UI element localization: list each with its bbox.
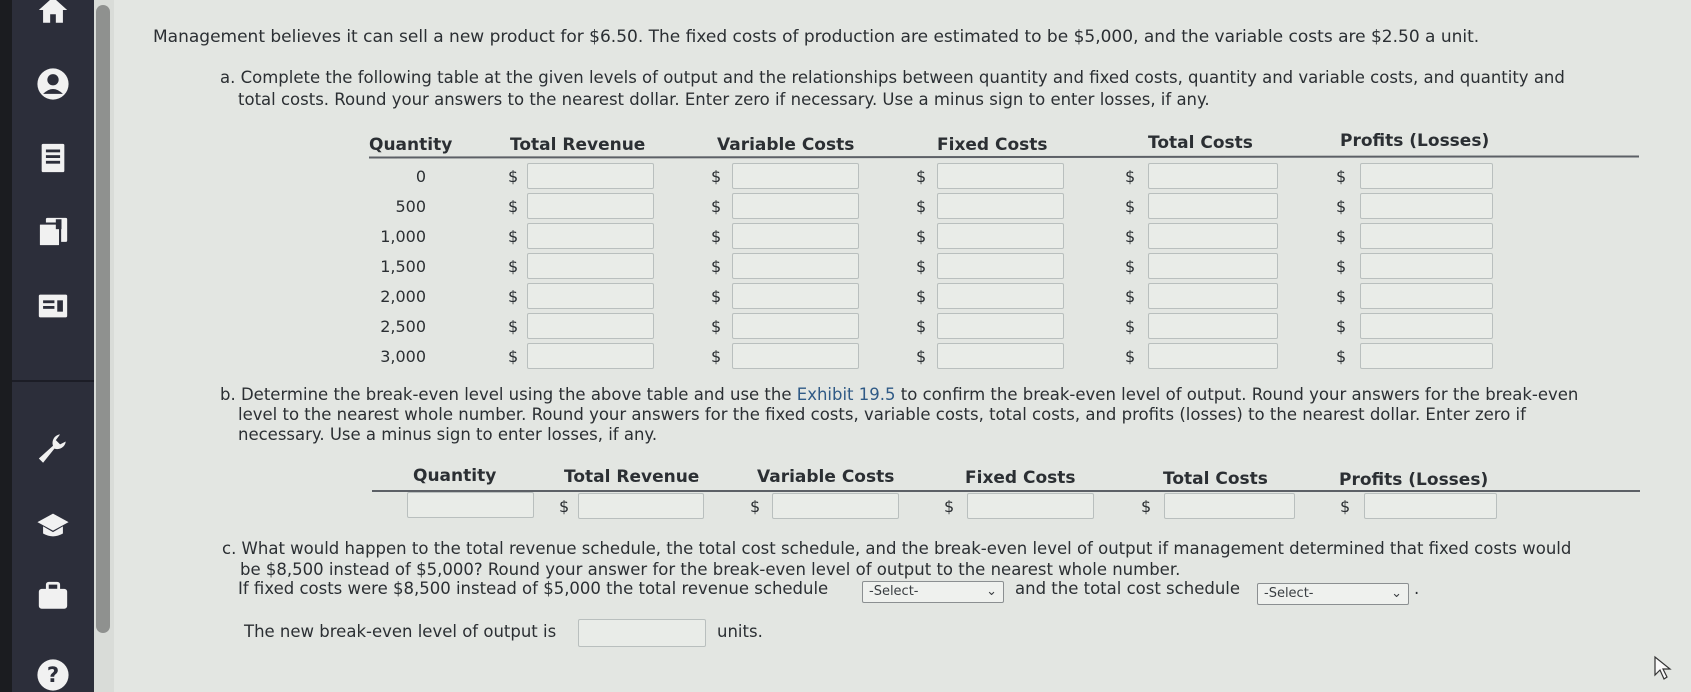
table-a-cell-input[interactable]	[527, 343, 654, 369]
table-a-cell-input[interactable]	[1360, 163, 1493, 189]
dollar-sign: $	[916, 317, 927, 336]
table-a-cell-input[interactable]	[732, 223, 859, 249]
table-b-quantity-input[interactable]	[407, 492, 534, 518]
table-a-cell-input[interactable]	[732, 253, 859, 279]
table-a-cell-input[interactable]	[1360, 223, 1493, 249]
part-c-sentence-end: .	[1414, 579, 1420, 598]
portfolio-icon[interactable]	[35, 578, 71, 614]
dollar-sign: $	[916, 197, 927, 216]
dollar-sign: $	[508, 317, 519, 336]
table-a-cell-input[interactable]	[1148, 343, 1278, 369]
dollar-sign: $	[1340, 497, 1351, 516]
dollar-sign: $	[508, 257, 519, 276]
dollar-sign: $	[1125, 287, 1136, 306]
problem-content	[114, 0, 1691, 692]
assignments-icon[interactable]	[35, 140, 71, 176]
quantity-value: 1,500	[380, 257, 426, 276]
mouse-cursor-icon	[1652, 655, 1674, 681]
table-a-cell-input[interactable]	[527, 313, 654, 339]
table-a-header: Total Costs	[1148, 133, 1253, 153]
tools-icon[interactable]	[35, 432, 71, 468]
gradebook-icon[interactable]	[35, 288, 71, 324]
quantity-value: 2,500	[380, 317, 426, 336]
table-a-header: Total Revenue	[510, 135, 646, 155]
sidebar	[12, 0, 94, 692]
chevron-down-icon: ⌄	[1391, 586, 1402, 601]
quantity-value: 1,000	[380, 227, 426, 246]
dollar-sign: $	[1336, 227, 1347, 246]
table-a-cell-input[interactable]	[937, 313, 1064, 339]
new-breakeven-input[interactable]	[578, 619, 706, 647]
sidebar-separator	[12, 380, 94, 382]
table-a-cell-input[interactable]	[937, 283, 1064, 309]
table-a-header: Quantity	[369, 135, 453, 155]
table-a-cell-input[interactable]	[1360, 253, 1493, 279]
quantity-value: 0	[415, 167, 426, 186]
account-icon[interactable]	[35, 66, 71, 102]
table-a-cell-input[interactable]	[732, 283, 859, 309]
dollar-sign: $	[1125, 257, 1136, 276]
dollar-sign: $	[1336, 347, 1347, 366]
dollar-sign: $	[916, 287, 927, 306]
part-c-line1: c. What would happen to the total revenue schedule, the total cost schedule, and the break-even level of output if management determined that fixed costs would	[222, 539, 1572, 558]
part-a-line1: a. Complete the following table at the given levels of output and the relationships between quantity and fixed costs, quantity and variable costs, and quantity and	[220, 68, 1565, 87]
table-a-cell-input[interactable]	[527, 193, 654, 219]
table-b-header: Total Revenue	[564, 467, 700, 487]
problem-intro: Management believes it can sell a new product for $6.50. The fixed costs of production are estimated to be $5,000, and the variable costs are $2.50 a unit.	[153, 27, 1480, 47]
table-a-cell-input[interactable]	[527, 283, 654, 309]
table-b-header: Fixed Costs	[965, 468, 1076, 488]
table-a-header-rule	[369, 155, 1639, 158]
dollar-sign: $	[1125, 167, 1136, 186]
table-a-cell-input[interactable]	[732, 163, 859, 189]
quantity-value: 500	[395, 197, 426, 216]
part-c-instructions	[222, 538, 1642, 580]
table-a-cell-input[interactable]	[937, 193, 1064, 219]
part-b-line1	[220, 385, 1670, 405]
table-a-cell-input[interactable]	[1148, 283, 1278, 309]
dollar-sign: $	[1336, 317, 1347, 336]
table-a-cell-input[interactable]	[1148, 253, 1278, 279]
exhibit-link[interactable]: Exhibit 19.5	[796, 385, 896, 404]
table-a-cell-input[interactable]	[1360, 283, 1493, 309]
total-cost-schedule-select[interactable]	[1257, 583, 1409, 605]
dollar-sign: $	[1141, 497, 1152, 516]
dollar-sign: $	[508, 347, 519, 366]
table-a-cell-input[interactable]	[937, 343, 1064, 369]
table-a-cell-input[interactable]	[1148, 193, 1278, 219]
units-label: units.	[717, 622, 763, 641]
part-b-line3: necessary. Use a minus sign to enter losses, if any.	[238, 425, 658, 444]
dollar-sign: $	[1125, 347, 1136, 366]
table-a-cell-input[interactable]	[1148, 223, 1278, 249]
part-b-line1-post: to confirm the break-even level of output. Round your answers for the break-even	[895, 385, 1579, 404]
table-a-cell-input[interactable]	[1360, 193, 1493, 219]
part-c-sentence-mid: and the total cost schedule	[1015, 579, 1241, 598]
dollar-sign: $	[916, 167, 927, 186]
table-a-cell-input[interactable]	[1148, 163, 1278, 189]
part-b-line1-pre: b. Determine the break-even level using the above table and use the	[220, 385, 797, 404]
dollar-sign: $	[711, 347, 722, 366]
table-a-cell-input[interactable]	[937, 253, 1064, 279]
dollar-sign: $	[508, 227, 519, 246]
window-edge	[0, 0, 12, 692]
help-icon[interactable]	[35, 657, 71, 692]
table-a-header: Profits (Losses)	[1340, 131, 1490, 151]
dollar-sign: $	[711, 167, 722, 186]
dollar-sign: $	[1336, 167, 1347, 186]
dollar-sign: $	[1336, 257, 1347, 276]
table-a-cell-input[interactable]	[527, 163, 654, 189]
table-a-cell-input[interactable]	[527, 253, 654, 279]
table-a-header: Variable Costs	[717, 135, 855, 155]
dollar-sign: $	[711, 287, 722, 306]
svg-text:?: ?	[46, 663, 60, 689]
dollar-sign: $	[508, 197, 519, 216]
table-a-cell-input[interactable]	[1360, 343, 1493, 369]
part-a-line2: total costs. Round your answers to the nearest dollar. Enter zero if necessary. Use a minus sign to enter losses, if any.	[238, 90, 1210, 109]
dollar-sign: $	[1336, 197, 1347, 216]
table-b-cell-input[interactable]	[1364, 493, 1497, 519]
part-b-line2: level to the nearest whole number. Round your answers for the fixed costs, variable costs, total costs, and profits (losses) to the nearest dollar. Enter zero if	[238, 405, 1526, 424]
dollar-sign: $	[1125, 317, 1136, 336]
select-value: -Select-	[869, 584, 919, 599]
breakeven-label: The new break-even level of output is	[244, 622, 557, 641]
dollar-sign: $	[916, 227, 927, 246]
dollar-sign: $	[750, 497, 761, 516]
table-b-header: Variable Costs	[757, 467, 895, 487]
table-a-cell-input[interactable]	[732, 193, 859, 219]
select-value: -Select-	[1264, 586, 1314, 601]
table-b-cell-input[interactable]	[578, 493, 704, 519]
table-b-cell-input[interactable]	[967, 493, 1094, 519]
dollar-sign: $	[1125, 197, 1136, 216]
dollar-sign: $	[711, 227, 722, 246]
table-a-header: Fixed Costs	[937, 135, 1048, 155]
table-a-cell-input[interactable]	[527, 223, 654, 249]
quantity-value: 2,000	[380, 287, 426, 306]
dollar-sign: $	[944, 497, 955, 516]
table-b-cell-input[interactable]	[1164, 493, 1295, 519]
dollar-sign: $	[916, 347, 927, 366]
table-b-header-rule	[372, 490, 1640, 492]
table-b-header: Total Costs	[1163, 469, 1268, 489]
dollar-sign: $	[711, 197, 722, 216]
dollar-sign: $	[711, 317, 722, 336]
table-a-cell-input[interactable]	[1360, 313, 1493, 339]
dollar-sign: $	[559, 497, 570, 516]
dollar-sign: $	[1336, 287, 1347, 306]
part-b-instructions	[220, 385, 1670, 445]
total-revenue-schedule-select[interactable]	[862, 581, 1004, 603]
scrollbar-thumb[interactable]	[96, 5, 110, 633]
course-icon[interactable]	[35, 507, 71, 543]
table-a-cell-input[interactable]	[937, 163, 1064, 189]
part-c-line2: be $8,500 instead of $5,000? Round your answer for the break-even level of output to the nearest whole number.	[240, 560, 1181, 579]
table-a-cell-input[interactable]	[1148, 313, 1278, 339]
quantity-value: 3,000	[380, 347, 426, 366]
ebook-icon[interactable]	[35, 214, 71, 250]
table-b-header: Quantity	[413, 466, 497, 486]
chevron-down-icon: ⌄	[986, 584, 997, 599]
dollar-sign: $	[508, 287, 519, 306]
dollar-sign: $	[1125, 227, 1136, 246]
table-b-header: Profits (Losses)	[1339, 470, 1489, 490]
table-a-cell-input[interactable]	[732, 313, 859, 339]
table-b-cell-input[interactable]	[772, 493, 899, 519]
table-a-cell-input[interactable]	[937, 223, 1064, 249]
table-a-cell-input[interactable]	[732, 343, 859, 369]
dollar-sign: $	[508, 167, 519, 186]
part-c-sentence-pre: If fixed costs were $8,500 instead of $5,000 the total revenue schedule	[238, 579, 829, 598]
dollar-sign: $	[711, 257, 722, 276]
dollar-sign: $	[916, 257, 927, 276]
part-a-instructions	[220, 67, 1640, 111]
home-icon[interactable]	[35, 0, 71, 28]
